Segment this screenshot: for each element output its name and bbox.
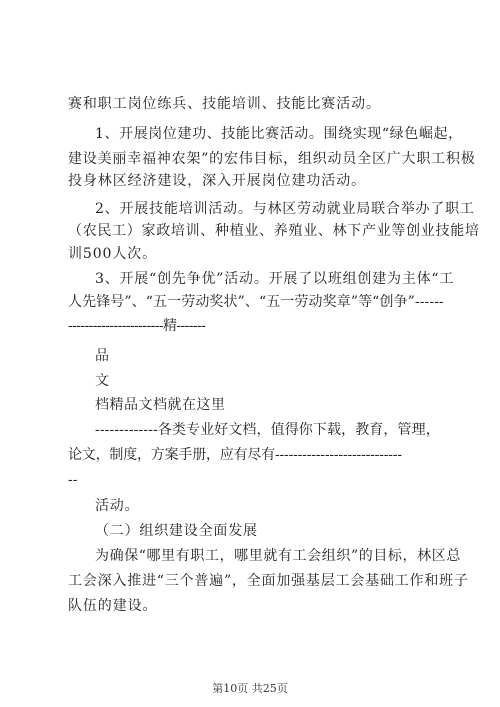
text-line-1: 赛和职工岗位练兵、技能培训、技能比赛活动。 [68,96,381,112]
text-line-13: 档精品文档就在这里 [95,397,226,413]
text-line-21: 队伍的建设。 [68,598,158,614]
text-line-17: 活动。 [95,498,140,514]
text-line-16: -- [68,472,78,488]
text-line-12: 文 [95,373,109,389]
text-line-19: 为确保“哪里有职工，哪里就有工会组织”的目标，林区总 [95,548,461,564]
text-line-2: 1、开展岗位建功、技能比赛活动。围绕实现“绿色崛起， [95,126,463,142]
text-line-18: （二）组织建设全面发展 [95,523,258,539]
text-line-10: -----------------------精------- [68,318,206,334]
text-line-6: （农民工）家政培训、种植业、养殖业、林下产业等创业技能培 [68,223,480,239]
text-line-8: 3、开展“创先争优”活动。开展了以班组创建为主体“工 [95,271,455,287]
text-line-15: 论文，制度，方案手册，应有尽有---------------------------- [68,447,402,463]
text-line-7: 训500人次。 [68,246,158,262]
page-number: 第10页 共25页 [212,682,288,695]
text-line-20: 工会深入推进“三个普遍”，全面加强基层工会基础工作和班子 [68,573,469,589]
text-line-9: 人先锋号”、“五一劳动奖状”、“五一劳动奖章”等“创争”------ [68,294,444,310]
text-line-5: 2、开展技能培训活动。与林区劳动就业局联合举办了职工 [95,201,475,217]
text-line-3: 建设美丽幸福神农架”的宏伟目标，组织动员全区广大职工积极 [68,151,476,167]
text-line-4: 投身林区经济建设，深入开展岗位建功活动。 [68,173,366,189]
text-line-14: -------------各类专业好文档，值得你下载，教育，管理， [95,422,440,438]
text-line-11: 品 [95,348,109,364]
